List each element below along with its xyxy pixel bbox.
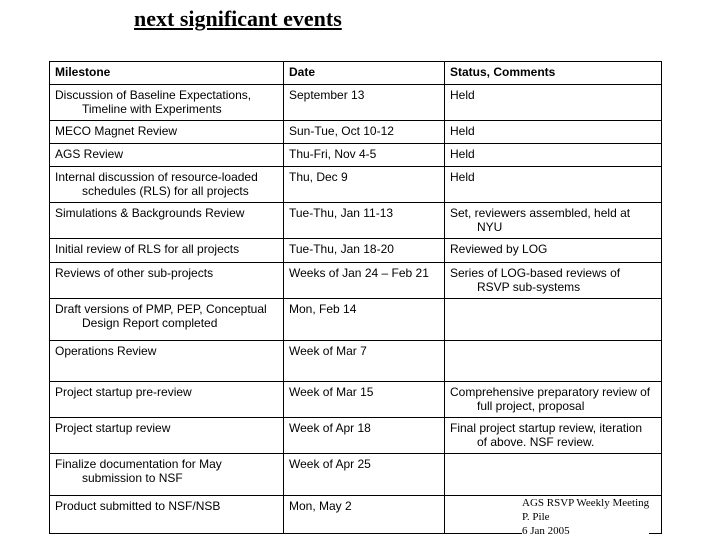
table-row — [50, 167, 662, 203]
status-cell — [445, 382, 662, 418]
table-row — [50, 299, 662, 341]
milestone-cell — [50, 454, 284, 496]
date-cell: Sun-Tue, Oct 10-12 — [284, 121, 445, 144]
milestone-cell-line: AGS Review — [55, 147, 124, 161]
status-cell — [445, 85, 662, 121]
table-header-row — [50, 62, 662, 85]
page-title: next significant events — [134, 6, 342, 31]
milestone-cell-line: submission to NSF — [82, 471, 183, 485]
table-row — [50, 239, 662, 263]
milestone-cell — [50, 263, 284, 299]
date-cell: Thu, Dec 9 — [284, 167, 445, 203]
status-cell — [445, 299, 662, 341]
milestone-cell — [50, 299, 284, 341]
table-row — [50, 263, 662, 299]
milestone-cell-line: Initial review of RLS for all projects — [55, 242, 240, 256]
milestone-cell — [50, 85, 284, 121]
milestone-cell-line: schedules (RLS) for all projects — [82, 184, 249, 198]
milestone-cell — [50, 121, 284, 144]
milestone-cell — [50, 418, 284, 454]
events-table — [49, 61, 662, 534]
footer-line: P. Pile — [522, 511, 550, 523]
status-cell-line: Reviewed by LOG — [450, 242, 548, 256]
header-status: Status, Comments — [445, 62, 662, 85]
date-cell: Tue-Thu, Jan 11-13 — [284, 203, 445, 239]
milestone-cell-line: Operations Review — [55, 344, 157, 358]
status-cell-line: Comprehensive preparatory review of — [450, 385, 651, 399]
table-row — [50, 85, 662, 121]
status-cell — [445, 418, 662, 454]
milestone-cell — [50, 239, 284, 263]
date-cell: Week of Apr 25 — [284, 454, 445, 496]
milestone-cell-line: Project startup pre-review — [55, 385, 192, 399]
status-cell — [445, 454, 662, 496]
milestone-cell-line: Reviews of other sub-projects — [55, 266, 214, 280]
date-cell: Thu-Fri, Nov 4-5 — [284, 144, 445, 167]
date-cell: Mon, May 2 — [284, 496, 445, 534]
milestone-cell-line: Timeline with Experiments — [82, 102, 222, 116]
milestone-cell-line: Internal discussion of resource-loaded — [55, 170, 258, 184]
date-cell: Week of Apr 18 — [284, 418, 445, 454]
milestone-cell-line: Design Report completed — [82, 316, 218, 330]
status-cell — [445, 121, 662, 144]
milestone-cell — [50, 382, 284, 418]
date-cell: Tue-Thu, Jan 18-20 — [284, 239, 445, 263]
table-row — [50, 144, 662, 167]
status-cell-line: Final project startup review, iteration — [450, 421, 643, 435]
milestone-cell-line: Project startup review — [55, 421, 171, 435]
status-cell — [445, 263, 662, 299]
status-cell-line: Held — [450, 124, 475, 138]
table-row — [50, 341, 662, 382]
milestone-cell — [50, 167, 284, 203]
header-milestone: Milestone — [50, 62, 284, 85]
date-cell: Week of Mar 7 — [284, 341, 445, 382]
milestone-cell-line: Simulations & Backgrounds Review — [55, 206, 245, 220]
status-cell-line: NYU — [477, 220, 503, 234]
date-cell: Weeks of Jan 24 – Feb 21 — [284, 263, 445, 299]
milestone-cell-line: Finalize documentation for May — [55, 457, 222, 471]
date-cell: September 13 — [284, 85, 445, 121]
table-row — [50, 454, 662, 496]
status-cell — [445, 203, 662, 239]
milestone-cell — [50, 341, 284, 382]
table-row — [50, 203, 662, 239]
milestone-cell-line: Discussion of Baseline Expectations, — [55, 88, 252, 102]
footer-line: AGS RSVP Weekly Meeting — [522, 497, 650, 509]
milestone-cell-line: Product submitted to NSF/NSB — [55, 499, 221, 513]
footer-note — [522, 496, 649, 538]
milestone-cell-line: Draft versions of PMP, PEP, Conceptual — [55, 302, 267, 316]
status-cell-line: Held — [450, 170, 475, 184]
status-cell — [445, 167, 662, 203]
status-cell — [445, 144, 662, 167]
milestone-cell — [50, 203, 284, 239]
date-cell: Week of Mar 15 — [284, 382, 445, 418]
milestone-cell-line: MECO Magnet Review — [55, 124, 178, 138]
status-cell-line: Set, reviewers assembled, held at — [450, 206, 631, 220]
status-cell-line: Series of LOG-based reviews of — [450, 266, 621, 280]
header-date: Date — [284, 62, 445, 85]
table-row — [50, 418, 662, 454]
date-cell: Mon, Feb 14 — [284, 299, 445, 341]
status-cell-line: full project, proposal — [477, 399, 585, 413]
milestone-cell — [50, 144, 284, 167]
status-cell-line: Held — [450, 88, 475, 102]
footer-line: 6 Jan 2005 — [522, 525, 570, 537]
status-cell-line: of above. NSF review. — [477, 435, 595, 449]
milestone-cell — [50, 496, 284, 534]
table-row — [50, 382, 662, 418]
status-cell-line: Held — [450, 147, 475, 161]
table-row — [50, 121, 662, 144]
status-cell — [445, 239, 662, 263]
status-cell — [445, 341, 662, 382]
status-cell-line: RSVP sub-systems — [477, 280, 581, 294]
